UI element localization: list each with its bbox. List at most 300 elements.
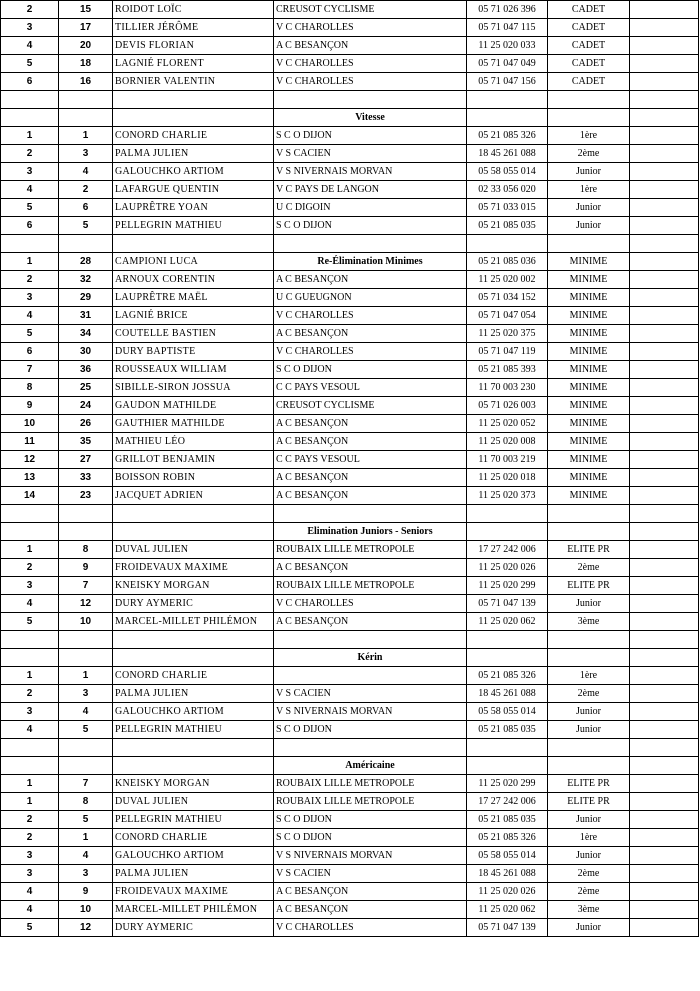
club-cell: V S NIVERNAIS MORVAN (274, 847, 467, 865)
empty-cell (1, 757, 59, 775)
rider-name-cell: PALMA JULIEN (113, 145, 274, 163)
bib-cell: 10 (59, 901, 113, 919)
empty-cell (467, 523, 548, 541)
bib-cell: 1 (59, 127, 113, 145)
club-cell: U C GUEUGNON (274, 289, 467, 307)
rider-name-cell: MARCEL-MILLET PHILÉMON (113, 901, 274, 919)
club-cell: A C BESANÇON (274, 415, 467, 433)
section-header-row (1, 523, 699, 541)
section-title: Kérin (274, 649, 467, 667)
empty-cell (467, 649, 548, 667)
category-cell: 2ème (548, 883, 630, 901)
category-cell: 1ère (548, 127, 630, 145)
licence-cell: 05 58 055 014 (467, 847, 548, 865)
licence-cell: 11 25 020 026 (467, 883, 548, 901)
empty-cell (630, 541, 699, 559)
section-title: Elimination Juniors - Seniors (274, 523, 467, 541)
licence-cell: 05 21 085 035 (467, 721, 548, 739)
category-cell: Junior (548, 217, 630, 235)
club-cell: A C BESANÇON (274, 901, 467, 919)
place-cell: 2 (1, 145, 59, 163)
rider-name-cell: CAMPIONI LUCA (113, 253, 274, 271)
rider-name-cell: KNEISKY MORGAN (113, 577, 274, 595)
empty-cell (630, 739, 699, 757)
empty-cell (548, 757, 630, 775)
licence-cell: 05 21 085 326 (467, 829, 548, 847)
licence-cell: 11 70 003 230 (467, 379, 548, 397)
empty-cell (1, 91, 59, 109)
bib-cell: 10 (59, 613, 113, 631)
rider-name-cell: CONORD CHARLIE (113, 127, 274, 145)
place-cell: 14 (1, 487, 59, 505)
table-row (1, 127, 699, 145)
bib-cell: 9 (59, 559, 113, 577)
club-cell: ROUBAIX LILLE METROPOLE (274, 775, 467, 793)
table-row (1, 163, 699, 181)
empty-cell (630, 469, 699, 487)
empty-cell (1, 523, 59, 541)
place-cell: 3 (1, 289, 59, 307)
category-cell: MINIME (548, 271, 630, 289)
bib-cell: 12 (59, 595, 113, 613)
empty-cell (274, 505, 467, 523)
empty-cell (630, 37, 699, 55)
table-row (1, 577, 699, 595)
empty-cell (548, 505, 630, 523)
category-cell: MINIME (548, 415, 630, 433)
empty-cell (548, 739, 630, 757)
bib-cell: 7 (59, 577, 113, 595)
rider-name-cell: BOISSON ROBIN (113, 469, 274, 487)
table-row (1, 883, 699, 901)
empty-cell (630, 217, 699, 235)
table-row (1, 289, 699, 307)
bib-cell: 25 (59, 379, 113, 397)
category-cell: ELITE PR (548, 793, 630, 811)
place-cell: 6 (1, 73, 59, 91)
empty-cell (59, 109, 113, 127)
club-cell: A C BESANÇON (274, 487, 467, 505)
empty-cell (548, 235, 630, 253)
table-row (1, 217, 699, 235)
bib-cell: 16 (59, 73, 113, 91)
category-cell: MINIME (548, 379, 630, 397)
empty-cell (1, 631, 59, 649)
empty-cell (59, 505, 113, 523)
empty-cell (467, 235, 548, 253)
rider-name-cell: GALOUCHKO ARTIOM (113, 703, 274, 721)
category-cell: CADET (548, 55, 630, 73)
empty-cell (630, 199, 699, 217)
empty-cell (630, 253, 699, 271)
table-row (1, 829, 699, 847)
bib-cell: 26 (59, 415, 113, 433)
category-cell: MINIME (548, 469, 630, 487)
licence-cell: 05 71 047 049 (467, 55, 548, 73)
section-header-row (1, 109, 699, 127)
empty-cell (1, 739, 59, 757)
category-cell: CADET (548, 19, 630, 37)
category-cell: Junior (548, 703, 630, 721)
empty-cell (630, 109, 699, 127)
club-cell: V C CHAROLLES (274, 73, 467, 91)
bib-cell: 9 (59, 883, 113, 901)
empty-cell (113, 109, 274, 127)
licence-cell: 17 27 242 006 (467, 793, 548, 811)
bib-cell: 2 (59, 181, 113, 199)
table-row (1, 415, 699, 433)
licence-cell: 05 21 085 035 (467, 811, 548, 829)
table-row (1, 55, 699, 73)
table-row (1, 253, 699, 271)
empty-cell (630, 1, 699, 19)
table-row (1, 685, 699, 703)
section-title: Vitesse (274, 109, 467, 127)
empty-cell (630, 91, 699, 109)
place-cell: 2 (1, 559, 59, 577)
empty-cell (467, 109, 548, 127)
empty-cell (630, 127, 699, 145)
section-header-row (1, 757, 699, 775)
category-cell: Junior (548, 163, 630, 181)
place-cell: 5 (1, 325, 59, 343)
empty-cell (630, 73, 699, 91)
bib-cell: 8 (59, 541, 113, 559)
licence-cell: 05 71 034 152 (467, 289, 548, 307)
rider-name-cell: LAFARGUE QUENTIN (113, 181, 274, 199)
rider-name-cell: ARNOUX CORENTIN (113, 271, 274, 289)
empty-cell (630, 343, 699, 361)
category-cell: MINIME (548, 253, 630, 271)
rider-name-cell: PELLEGRIN MATHIEU (113, 721, 274, 739)
licence-cell: 11 25 020 299 (467, 775, 548, 793)
category-cell: ELITE PR (548, 775, 630, 793)
club-cell: V C CHAROLLES (274, 307, 467, 325)
rider-name-cell: DURY AYMERIC (113, 919, 274, 937)
place-cell: 5 (1, 613, 59, 631)
place-cell: 10 (1, 415, 59, 433)
empty-cell (630, 649, 699, 667)
place-cell: 1 (1, 793, 59, 811)
place-cell: 4 (1, 37, 59, 55)
bib-cell: 33 (59, 469, 113, 487)
bib-cell: 23 (59, 487, 113, 505)
section-header-row (1, 649, 699, 667)
place-cell: 1 (1, 541, 59, 559)
results-body (1, 1, 699, 937)
bib-cell: 18 (59, 55, 113, 73)
licence-cell: 18 45 261 088 (467, 865, 548, 883)
club-cell: U C DIGOIN (274, 199, 467, 217)
rider-name-cell: GRILLOT BENJAMIN (113, 451, 274, 469)
empty-cell (1, 649, 59, 667)
bib-cell: 36 (59, 361, 113, 379)
licence-cell: 05 58 055 014 (467, 163, 548, 181)
bib-cell: 8 (59, 793, 113, 811)
bib-cell: 12 (59, 919, 113, 937)
table-row (1, 271, 699, 289)
place-cell: 5 (1, 919, 59, 937)
category-cell: CADET (548, 37, 630, 55)
empty-cell (113, 523, 274, 541)
category-cell: Junior (548, 847, 630, 865)
empty-cell (113, 757, 274, 775)
club-cell: A C BESANÇON (274, 559, 467, 577)
empty-cell (630, 631, 699, 649)
place-cell: 5 (1, 199, 59, 217)
empty-cell (274, 235, 467, 253)
empty-cell (630, 703, 699, 721)
rider-name-cell: KNEISKY MORGAN (113, 775, 274, 793)
rider-name-cell: JACQUET ADRIEN (113, 487, 274, 505)
club-cell: V S CACIEN (274, 685, 467, 703)
rider-name-cell: COUTELLE BASTIEN (113, 325, 274, 343)
bib-cell: 24 (59, 397, 113, 415)
club-cell: S C O DIJON (274, 127, 467, 145)
place-cell: 1 (1, 127, 59, 145)
place-cell: 9 (1, 397, 59, 415)
category-cell: 2ème (548, 685, 630, 703)
empty-cell (59, 757, 113, 775)
category-cell: MINIME (548, 451, 630, 469)
table-row (1, 793, 699, 811)
table-row (1, 325, 699, 343)
empty-cell (630, 145, 699, 163)
licence-cell: 05 71 047 139 (467, 919, 548, 937)
empty-cell (630, 613, 699, 631)
table-row (1, 487, 699, 505)
bib-cell: 1 (59, 829, 113, 847)
table-row (1, 469, 699, 487)
table-row (1, 559, 699, 577)
club-cell: CREUSOT CYCLISME (274, 1, 467, 19)
place-cell: 4 (1, 595, 59, 613)
empty-cell (630, 523, 699, 541)
table-row (1, 901, 699, 919)
empty-cell (548, 649, 630, 667)
rider-name-cell: PELLEGRIN MATHIEU (113, 811, 274, 829)
bib-cell: 3 (59, 685, 113, 703)
place-cell: 2 (1, 1, 59, 19)
licence-cell: 11 25 020 026 (467, 559, 548, 577)
empty-cell (274, 739, 467, 757)
blank-row (1, 631, 699, 649)
rider-name-cell: GALOUCHKO ARTIOM (113, 847, 274, 865)
place-cell: 4 (1, 307, 59, 325)
category-cell: MINIME (548, 325, 630, 343)
bib-cell: 30 (59, 343, 113, 361)
table-row (1, 19, 699, 37)
empty-cell (630, 397, 699, 415)
empty-cell (630, 379, 699, 397)
place-cell: 2 (1, 829, 59, 847)
category-cell: MINIME (548, 397, 630, 415)
empty-cell (467, 757, 548, 775)
bib-cell: 1 (59, 667, 113, 685)
licence-cell: 11 25 020 033 (467, 37, 548, 55)
empty-cell (630, 559, 699, 577)
category-cell: MINIME (548, 361, 630, 379)
empty-cell (59, 235, 113, 253)
table-row (1, 379, 699, 397)
table-row (1, 865, 699, 883)
place-cell: 4 (1, 901, 59, 919)
place-cell: 3 (1, 865, 59, 883)
place-cell: 1 (1, 253, 59, 271)
licence-cell: 05 71 047 139 (467, 595, 548, 613)
table-row (1, 307, 699, 325)
empty-cell (630, 865, 699, 883)
rider-name-cell: MATHIEU LÉO (113, 433, 274, 451)
licence-cell: 05 71 047 156 (467, 73, 548, 91)
category-cell: 3ème (548, 613, 630, 631)
table-row (1, 361, 699, 379)
empty-cell (630, 829, 699, 847)
category-cell: Junior (548, 199, 630, 217)
empty-cell (59, 523, 113, 541)
bib-cell: 28 (59, 253, 113, 271)
category-cell: Junior (548, 721, 630, 739)
place-cell: 2 (1, 271, 59, 289)
club-cell: C C PAYS VESOUL (274, 379, 467, 397)
place-cell: 4 (1, 721, 59, 739)
licence-cell: 05 71 026 396 (467, 1, 548, 19)
empty-cell (59, 91, 113, 109)
club-cell: S C O DIJON (274, 721, 467, 739)
category-cell: 1ère (548, 667, 630, 685)
table-row (1, 73, 699, 91)
place-cell: 1 (1, 775, 59, 793)
category-cell: 1ère (548, 829, 630, 847)
club-cell: S C O DIJON (274, 361, 467, 379)
blank-row (1, 91, 699, 109)
category-cell: CADET (548, 73, 630, 91)
place-cell: 6 (1, 343, 59, 361)
empty-cell (548, 91, 630, 109)
bib-cell: 4 (59, 847, 113, 865)
rider-name-cell: GAUTHIER MATHILDE (113, 415, 274, 433)
empty-cell (630, 757, 699, 775)
licence-cell: 11 25 020 299 (467, 577, 548, 595)
place-cell: 3 (1, 19, 59, 37)
bib-cell: 4 (59, 163, 113, 181)
rider-name-cell: PALMA JULIEN (113, 685, 274, 703)
empty-cell (630, 433, 699, 451)
licence-cell: 18 45 261 088 (467, 685, 548, 703)
licence-cell: 11 25 020 052 (467, 415, 548, 433)
empty-cell (467, 505, 548, 523)
empty-cell (59, 631, 113, 649)
rider-name-cell: DURY AYMERIC (113, 595, 274, 613)
empty-cell (630, 19, 699, 37)
club-cell: V C CHAROLLES (274, 343, 467, 361)
club-cell: V C CHAROLLES (274, 55, 467, 73)
licence-cell: 02 33 056 020 (467, 181, 548, 199)
empty-cell (630, 901, 699, 919)
empty-cell (467, 91, 548, 109)
category-cell: ELITE PR (548, 541, 630, 559)
rider-name-cell: DUVAL JULIEN (113, 541, 274, 559)
category-cell: 2ème (548, 559, 630, 577)
blank-row (1, 505, 699, 523)
rider-name-cell: ROUSSEAUX WILLIAM (113, 361, 274, 379)
table-row (1, 595, 699, 613)
category-cell: MINIME (548, 487, 630, 505)
category-cell: ELITE PR (548, 577, 630, 595)
licence-cell: 17 27 242 006 (467, 541, 548, 559)
empty-cell (59, 649, 113, 667)
rider-name-cell: DUVAL JULIEN (113, 793, 274, 811)
bib-cell: 29 (59, 289, 113, 307)
empty-cell (548, 631, 630, 649)
rider-name-cell: FROIDEVAUX MAXIME (113, 883, 274, 901)
rider-name-cell: CONORD CHARLIE (113, 829, 274, 847)
bib-cell: 27 (59, 451, 113, 469)
empty-cell (630, 289, 699, 307)
club-cell: CREUSOT CYCLISME (274, 397, 467, 415)
empty-cell (630, 919, 699, 937)
bib-cell: 20 (59, 37, 113, 55)
table-row (1, 703, 699, 721)
empty-cell (630, 595, 699, 613)
licence-cell: 11 25 020 375 (467, 325, 548, 343)
empty-cell (630, 163, 699, 181)
rider-name-cell: MARCEL-MILLET PHILÉMON (113, 613, 274, 631)
empty-cell (630, 181, 699, 199)
rider-name-cell: DEVIS FLORIAN (113, 37, 274, 55)
club-cell: V C CHAROLLES (274, 19, 467, 37)
empty-cell (630, 685, 699, 703)
table-row (1, 541, 699, 559)
place-cell: 13 (1, 469, 59, 487)
table-row (1, 667, 699, 685)
place-cell: 2 (1, 685, 59, 703)
empty-cell (113, 649, 274, 667)
category-cell: MINIME (548, 289, 630, 307)
table-row (1, 721, 699, 739)
place-cell: 1 (1, 667, 59, 685)
category-cell: 2ème (548, 145, 630, 163)
club-cell: ROUBAIX LILLE METROPOLE (274, 577, 467, 595)
table-row (1, 847, 699, 865)
empty-cell (630, 721, 699, 739)
bib-cell: 5 (59, 217, 113, 235)
club-cell: V S CACIEN (274, 865, 467, 883)
category-cell: MINIME (548, 343, 630, 361)
place-cell: 5 (1, 55, 59, 73)
club-cell: V C CHAROLLES (274, 595, 467, 613)
place-cell: 3 (1, 703, 59, 721)
empty-cell (274, 631, 467, 649)
empty-cell (274, 91, 467, 109)
licence-cell: 05 71 033 015 (467, 199, 548, 217)
empty-cell (630, 307, 699, 325)
empty-cell (630, 667, 699, 685)
licence-cell: 05 21 085 393 (467, 361, 548, 379)
section-title: Américaine (274, 757, 467, 775)
empty-cell (630, 271, 699, 289)
empty-cell (630, 55, 699, 73)
place-cell: 7 (1, 361, 59, 379)
bib-cell: 3 (59, 865, 113, 883)
table-row (1, 145, 699, 163)
licence-cell: 05 71 026 003 (467, 397, 548, 415)
licence-cell: 11 25 020 002 (467, 271, 548, 289)
licence-cell: 11 25 020 018 (467, 469, 548, 487)
bib-cell: 32 (59, 271, 113, 289)
club-cell: A C BESANÇON (274, 613, 467, 631)
place-cell: 3 (1, 847, 59, 865)
